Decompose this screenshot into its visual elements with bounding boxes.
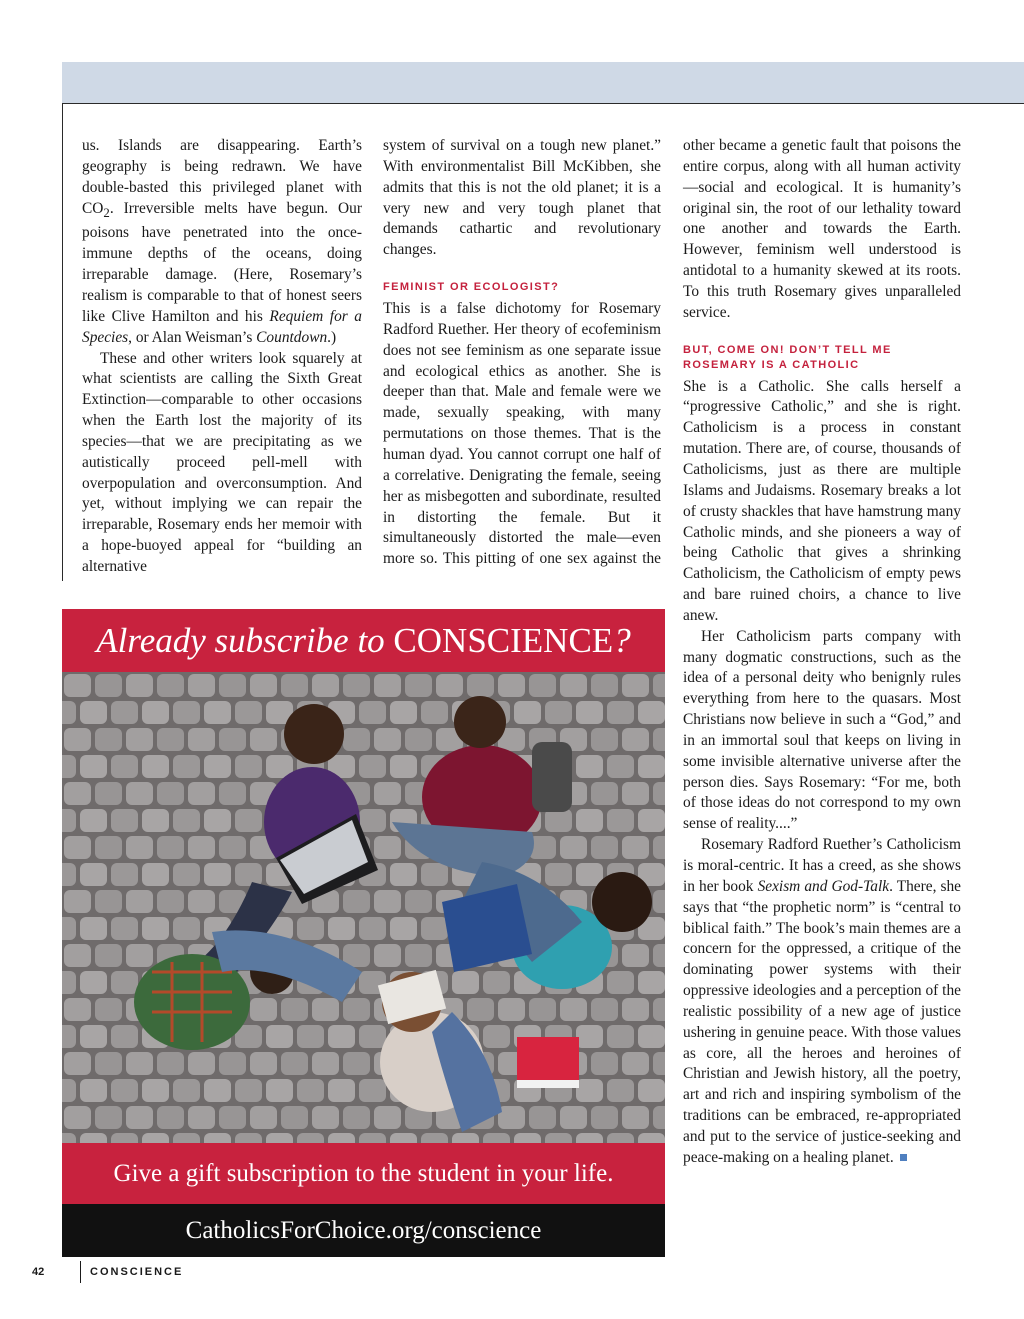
ad-url[interactable]: CatholicsForChoice.org/conscience xyxy=(62,1204,665,1257)
paragraph: system of survival on a tough new planet.” With environmentalist Bill McKibben, she admits that this is not the old planet; it is a very new and very tough planet that demands cathartic and revolutionary changes. xyxy=(383,137,661,259)
page-number: 42 xyxy=(32,1266,45,1278)
subscript: 2 xyxy=(103,205,110,220)
footer-divider xyxy=(80,1261,81,1283)
book-title: Sexism and God-Talk xyxy=(757,877,890,895)
paragraph: Rosemary Radford Ruether’s Catholicism is moral-centric. It has a creed, as she shows in her book Sexism and God-Talk. There, she says that “the prophetic norm” is “central to biblical faith.” The book’s main themes are a concern for the oppressed, a critique of the dominating power systems with their oppressive ideologies and a perception of the realistic possibility of a new age of justice ushering in genuine peace. With those values as core, all the heroes and heroines of Christian and Jewish history, all the poetry, art and rich and inspiring symbolism of the traditions can be embraced, re-appropriated and put to the service of justice-seeking and peace-making on a healing planet. xyxy=(683,836,961,1166)
ad-tagline: Give a gift subscription to the student in your life. xyxy=(62,1143,665,1204)
header-band xyxy=(62,62,1024,104)
column-rule xyxy=(62,103,63,581)
article-column-2 xyxy=(383,136,661,570)
paragraph: These and other writers look squarely at what scientists are calling the Sixth Great Extinction—comparable to other occasions when the Earth lost the majority of its species—that we are precipitating as we autistically proceed pell-mell with overpopulation and overconsumption. And yet, without implying we can repair the irreparable, Rosemary ends her memoir with a hope-buoyed appeal for “building an alternative xyxy=(82,349,362,575)
subscription-ad xyxy=(62,609,665,1257)
magazine-name: CONSCIENCE xyxy=(90,1266,184,1278)
book-title: Requiem for a Species xyxy=(82,307,362,346)
ad-headline: Already subscribe to CONSCIENCE? xyxy=(62,609,665,672)
section-subhead: BUT, COME ON! DON’T TELL ME ROSEMARY IS A CATHOLIC xyxy=(683,343,892,371)
end-of-article-icon xyxy=(900,1154,907,1161)
book-title: Countdown xyxy=(256,328,328,346)
article-column-1 xyxy=(82,136,362,578)
paragraph: Her Catholicism parts company with many dogmatic constructions, such as the idea of a personal deity who benignly rules everything from here to the quasars. Most Christians now believe in such a “God,” and in an immortal soul that keeps on living in some invisible alternative universe after the person dies. Says Rosemary: “For me, both of those ideas do not correspond to my own sense of reality....” xyxy=(683,627,961,833)
paragraph: This is a false dichotomy for Rosemary Radford Ruether. Her theory of ecofeminism does not see feminism as one separate issue and ecological ethics as another. She is deeper than that. Male and female were we made, sexually speaking, with many permutations on those themes. That is the human dyad. You cannot corrupt one half of a correlative. Denigrating the female, seeing her as misbegotten and subordinate, resulted in distorting the female. But it simultaneously distorted the male—even more so. This pitting of one sex against the xyxy=(383,300,661,568)
students-photo xyxy=(62,672,665,1143)
article-column-3 xyxy=(683,136,961,1169)
paragraph: us. Islands are disappearing. Earth’s geography is being redrawn. We have double-basted this privileged planet with $CO_2$. Irreversible melts have begun. Our poisons have penetrated into the once-immune depths of the oceans, doing irreparable damage. (Here, Rosemary’s realism is comparable to that of honest seers like Clive Hamilton and his Requiem for a Species, or Alan Weisman’s Countdown.) xyxy=(82,137,362,346)
section-subhead: FEMINIST OR ECOLOGIST? xyxy=(383,281,560,294)
paragraph: other became a genetic fault that poisons the entire corpus, along with all human activity—social and ecological. It is humanity’s original sin, the root of our lethality toward one another and towards the Earth. However, feminism well understood is antidotal to a humanity skewed at its roots. To this truth Rosemary gives unparalleled service. xyxy=(683,137,961,321)
paragraph: She is a Catholic. She calls herself a “progressive Catholic,” and she is right. Catholicism is a process in constant mutation. There are, of course, thousands of Catholicisms, just as there are multiple Islams and Judaisms. Rosemary breaks a lot of crusty shackles that have hamstrung many Catholic minds, and she pioneers a way of being Catholic that gives a shrinking Catholicism, the Catholicism of empty pews and bare ruined choirs, a chance to live anew. xyxy=(683,377,961,624)
